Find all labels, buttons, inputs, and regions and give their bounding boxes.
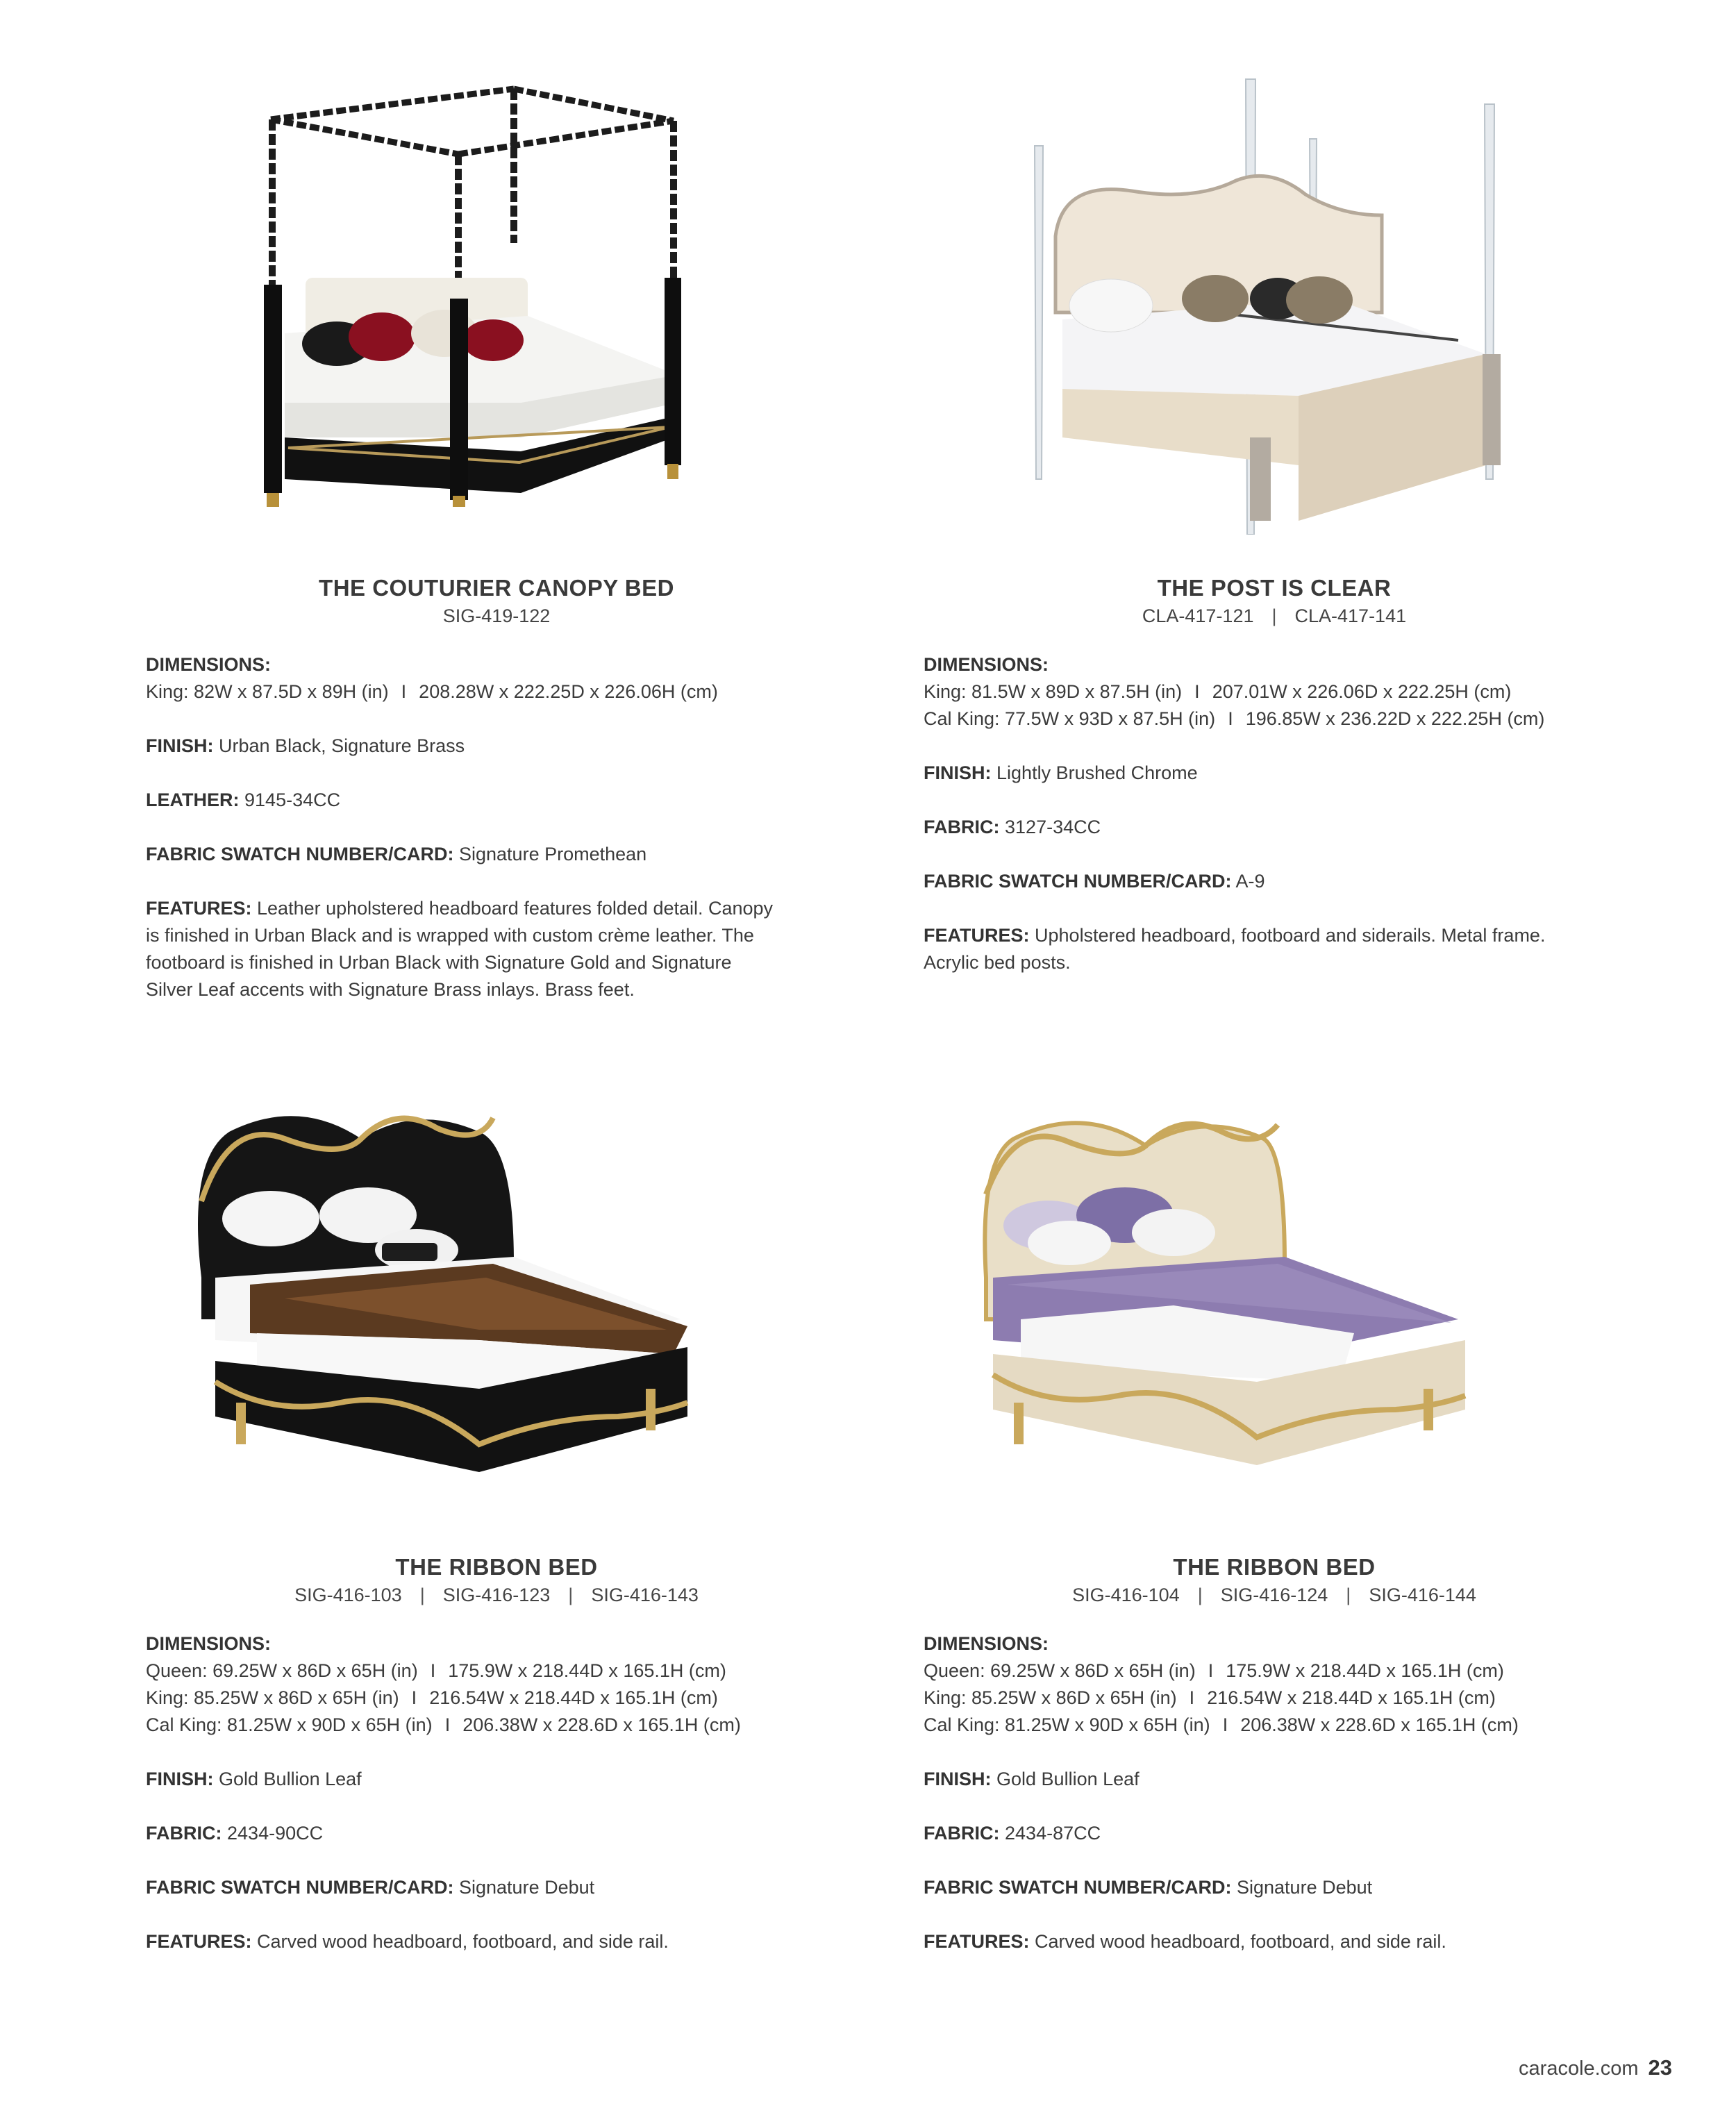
dimensions-block	[924, 651, 1632, 733]
features-block	[146, 1928, 854, 1955]
product-code: SIG-416-103	[294, 1585, 402, 1605]
finish-block	[146, 1766, 854, 1793]
code-separator: |	[1271, 605, 1277, 626]
swatch-label: FABRIC SWATCH NUMBER/CARD:	[924, 871, 1232, 892]
swatch-block	[924, 868, 1632, 895]
dimension-metric: 216.54W x 218.44D x 165.1H (cm)	[1207, 1687, 1496, 1708]
features-line: Upholstered headboard, footboard and siderails. Metal frame.	[1035, 925, 1546, 946]
dimension-size: King: 82W x 87.5D x 89H (in)	[146, 681, 389, 702]
material-value: 3127-34CC	[1005, 817, 1101, 837]
dimension-separator: I	[430, 1660, 436, 1681]
dimension-size: Queen: 69.25W x 86D x 65H (in)	[924, 1660, 1196, 1681]
product-specs	[924, 651, 1632, 1003]
dimension-line	[146, 1712, 854, 1739]
dimension-metric: 175.9W x 218.44D x 165.1H (cm)	[448, 1660, 726, 1681]
dimension-separator: I	[1194, 681, 1200, 702]
finish-label: FINISH:	[924, 762, 992, 783]
dimension-line	[924, 1712, 1632, 1739]
dimension-size: King: 81.5W x 89D x 87.5H (in)	[924, 681, 1183, 702]
product-post-is-clear	[924, 76, 1646, 973]
material-label: FABRIC:	[924, 817, 1000, 837]
post-is-clear-bed-image	[1007, 76, 1507, 535]
page-footer	[1519, 2055, 1672, 2080]
couturier-canopy-bed-image	[229, 76, 729, 507]
dimensions-label: DIMENSIONS:	[146, 1633, 272, 1654]
dimensions-block	[146, 1630, 854, 1739]
finish-value: Gold Bullion Leaf	[996, 1769, 1140, 1789]
material-value: 9145-34CC	[244, 790, 341, 810]
product-codes	[146, 605, 847, 627]
finish-label: FINISH:	[146, 1769, 214, 1789]
product-codes	[924, 1585, 1625, 1606]
finish-label: FINISH:	[146, 735, 214, 756]
dimension-separator: I	[411, 1687, 417, 1708]
product-title: THE POST IS CLEAR	[1157, 575, 1392, 601]
features-label: FEATURES:	[924, 1931, 1030, 1952]
product-code: CLA-417-141	[1294, 605, 1407, 626]
code-separator: |	[568, 1585, 574, 1605]
dimension-metric: 206.38W x 228.6D x 165.1H (cm)	[1240, 1714, 1519, 1735]
features-line: Acrylic bed posts.	[924, 952, 1071, 973]
swatch-label: FABRIC SWATCH NUMBER/CARD:	[146, 1877, 454, 1898]
dimension-separator: I	[1208, 1660, 1214, 1681]
code-separator: |	[419, 1585, 425, 1605]
product-title: THE COUTURIER CANOPY BED	[319, 575, 674, 601]
features-line: footboard is finished in Urban Black with Signature Gold and Signature	[146, 952, 732, 973]
code-separator: |	[1197, 1585, 1203, 1605]
finish-value: Gold Bullion Leaf	[219, 1769, 362, 1789]
ribbon-bed-black-image	[187, 1055, 701, 1472]
dimension-line	[924, 1657, 1632, 1685]
material-label: LEATHER:	[146, 790, 240, 810]
material-block	[146, 787, 854, 814]
page-number: 23	[1648, 2055, 1672, 2080]
finish-value: Urban Black, Signature Brass	[219, 735, 465, 756]
dimension-size: Cal King: 77.5W x 93D x 87.5H (in)	[924, 708, 1216, 729]
swatch-value: Signature Debut	[459, 1877, 595, 1898]
swatch-value: A-9	[1235, 871, 1265, 892]
material-label: FABRIC:	[146, 1823, 222, 1844]
ribbon-bed-cream-image	[965, 1055, 1479, 1472]
swatch-value: Signature Debut	[1237, 1877, 1373, 1898]
dimension-metric: 206.38W x 228.6D x 165.1H (cm)	[462, 1714, 741, 1735]
dimension-line	[924, 705, 1632, 733]
dimension-line	[146, 1657, 854, 1685]
features-label: FEATURES:	[146, 1931, 252, 1952]
features-line: Silver Leaf accents with Signature Brass inlays. Brass feet.	[146, 979, 635, 1000]
product-ribbon-bed-cream	[924, 1055, 1646, 1952]
finish-value: Lightly Brushed Chrome	[996, 762, 1198, 783]
product-code: SIG-416-144	[1369, 1585, 1476, 1605]
features-block	[924, 1928, 1632, 1955]
features-block	[924, 922, 1632, 976]
finish-label: FINISH:	[924, 1769, 992, 1789]
dimension-size: Cal King: 81.25W x 90D x 65H (in)	[924, 1714, 1210, 1735]
code-separator: |	[1346, 1585, 1351, 1605]
dimensions-label: DIMENSIONS:	[146, 654, 272, 675]
features-label: FEATURES:	[146, 898, 252, 919]
product-couturier-canopy-bed	[146, 76, 868, 1000]
product-specs	[146, 651, 854, 1030]
product-code: SIG-416-124	[1220, 1585, 1328, 1605]
dimensions-block	[924, 1630, 1632, 1739]
product-title: THE RIBBON BED	[395, 1554, 598, 1580]
finish-block	[924, 1766, 1632, 1793]
finish-block	[146, 733, 854, 760]
swatch-block	[924, 1874, 1632, 1901]
dimension-separator: I	[444, 1714, 451, 1735]
dimension-separator: I	[401, 681, 407, 702]
product-specs	[146, 1630, 854, 1982]
features-line: Leather upholstered headboard features folded detail. Canopy	[257, 898, 774, 919]
swatch-block	[146, 841, 854, 868]
dimensions-label: DIMENSIONS:	[924, 654, 1049, 675]
product-code: SIG-416-104	[1072, 1585, 1180, 1605]
product-codes	[146, 1585, 847, 1606]
dimension-metric: 207.01W x 226.06D x 222.25H (cm)	[1212, 681, 1512, 702]
dimension-separator: I	[1189, 1687, 1195, 1708]
dimension-size: Queen: 69.25W x 86D x 65H (in)	[146, 1660, 418, 1681]
product-code: SIG-416-143	[591, 1585, 699, 1605]
product-code: SIG-419-122	[442, 605, 551, 626]
dimension-separator: I	[1222, 1714, 1228, 1735]
dimension-size: King: 85.25W x 86D x 65H (in)	[146, 1687, 399, 1708]
features-line: Carved wood headboard, footboard, and side rail.	[257, 1931, 669, 1952]
product-code: CLA-417-121	[1142, 605, 1254, 626]
dimension-metric: 175.9W x 218.44D x 165.1H (cm)	[1226, 1660, 1504, 1681]
dimension-size: King: 85.25W x 86D x 65H (in)	[924, 1687, 1177, 1708]
features-line: is finished in Urban Black and is wrapped with custom crème leather. The	[146, 925, 754, 946]
material-value: 2434-90CC	[227, 1823, 324, 1844]
material-block	[924, 1820, 1632, 1847]
product-specs	[924, 1630, 1632, 1982]
material-label: FABRIC:	[924, 1823, 1000, 1844]
dimension-line	[146, 1685, 854, 1712]
product-code: SIG-416-123	[442, 1585, 551, 1605]
material-value: 2434-87CC	[1005, 1823, 1101, 1844]
dimensions-block	[146, 651, 854, 705]
dimension-line	[924, 678, 1632, 705]
swatch-value: Signature Promethean	[459, 844, 647, 864]
dimension-metric: 196.85W x 236.22D x 222.25H (cm)	[1245, 708, 1545, 729]
website-link[interactable]: caracole.com	[1519, 2057, 1639, 2080]
dimension-size: Cal King: 81.25W x 90D x 65H (in)	[146, 1714, 433, 1735]
dimension-line	[146, 678, 854, 705]
features-block	[146, 895, 854, 1003]
product-codes	[924, 605, 1625, 627]
dimension-metric: 208.28W x 222.25D x 226.06H (cm)	[419, 681, 718, 702]
features-label: FEATURES:	[924, 925, 1030, 946]
swatch-label: FABRIC SWATCH NUMBER/CARD:	[924, 1877, 1232, 1898]
swatch-label: FABRIC SWATCH NUMBER/CARD:	[146, 844, 454, 864]
product-ribbon-bed-black	[146, 1055, 868, 1952]
material-block	[924, 814, 1632, 841]
dimension-line	[924, 1685, 1632, 1712]
dimension-metric: 216.54W x 218.44D x 165.1H (cm)	[429, 1687, 718, 1708]
features-line: Carved wood headboard, footboard, and side rail.	[1035, 1931, 1446, 1952]
finish-block	[924, 760, 1632, 787]
dimension-separator: I	[1228, 708, 1233, 729]
dimensions-label: DIMENSIONS:	[924, 1633, 1049, 1654]
swatch-block	[146, 1874, 854, 1901]
material-block	[146, 1820, 854, 1847]
product-title: THE RIBBON BED	[1173, 1554, 1376, 1580]
